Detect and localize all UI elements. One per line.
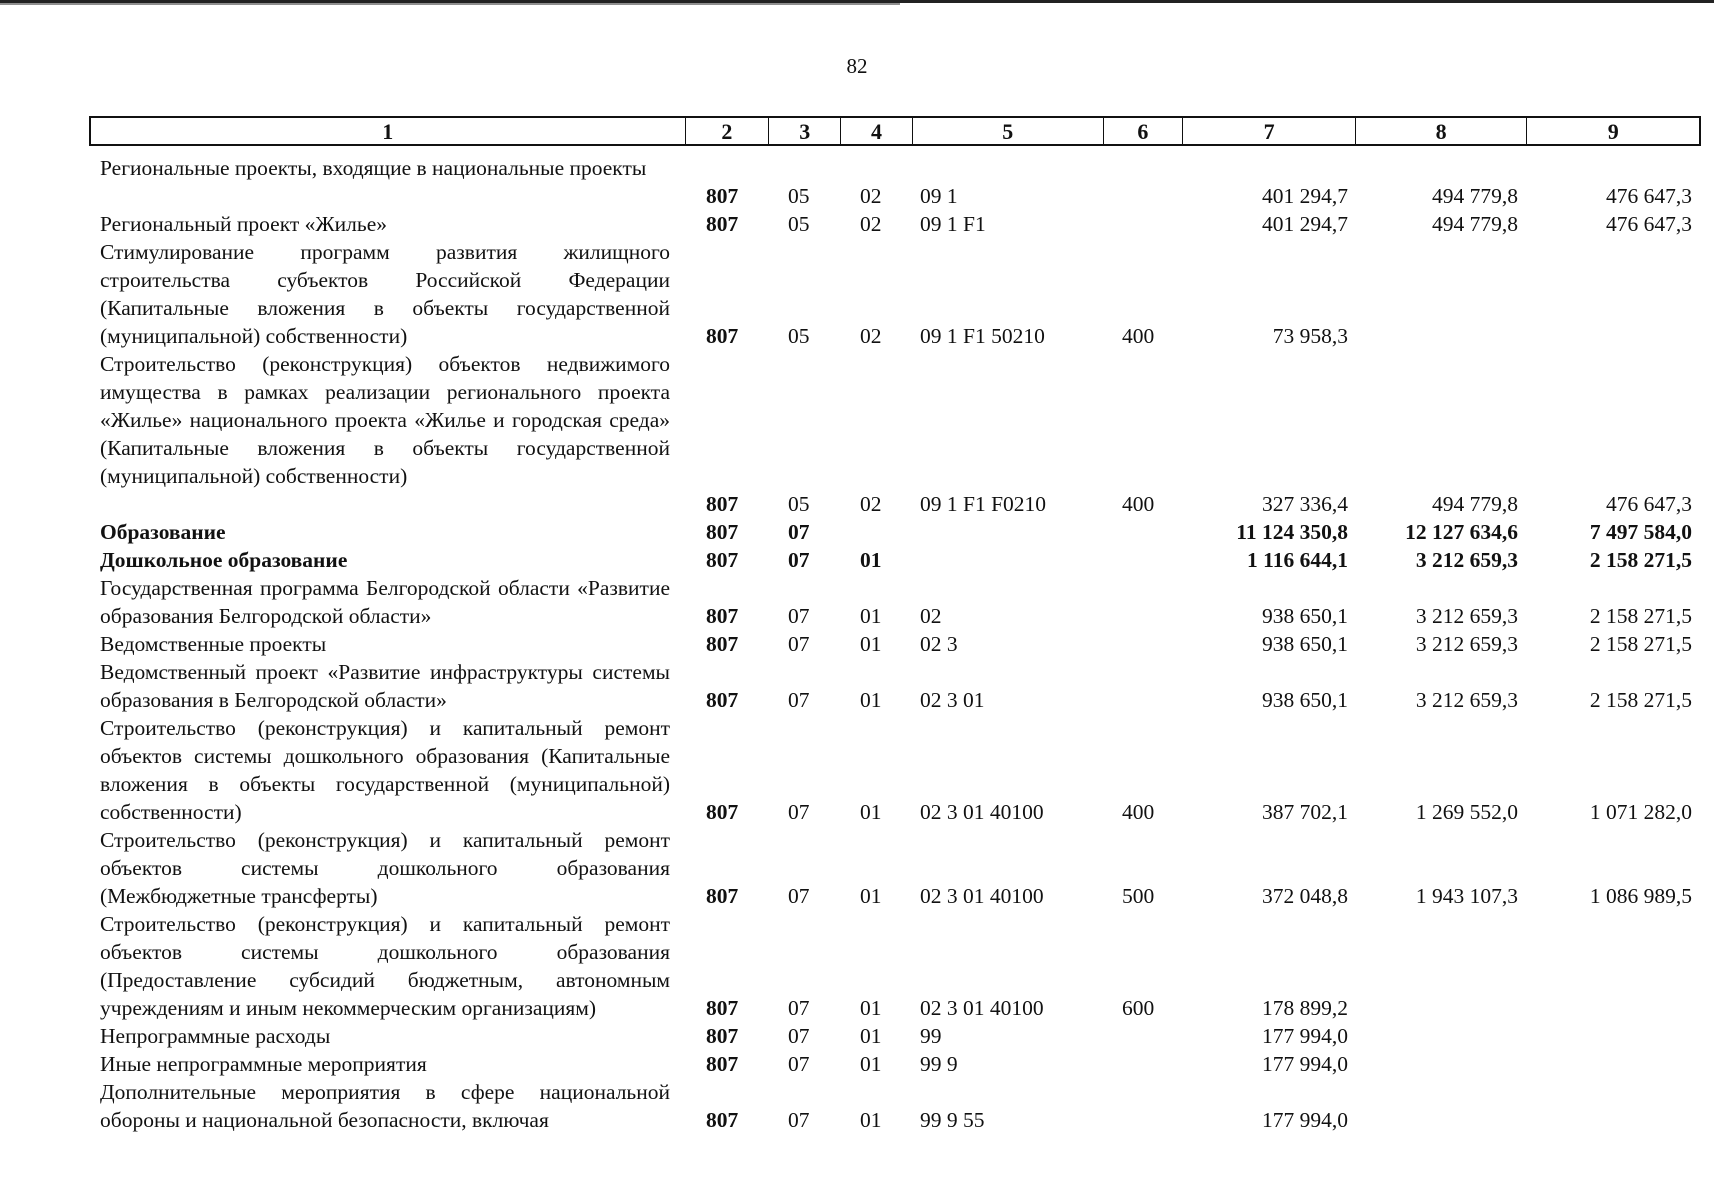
cell-col-4: 01 <box>860 800 882 824</box>
row-description: Строительство (реконструкция) объектов недвижимого имущества в рамках реализации регионального проекта «Жилье» национального проекта «Жилье и городская среда» (Капитальные вложения в объекты государственной (муниципальной) собственности) <box>100 352 670 488</box>
cell-col-3: 05 <box>788 492 810 516</box>
cell-col-3: 07 <box>788 1052 810 1076</box>
cell-col-2: 807 <box>706 688 739 712</box>
cell-col-6: 500 <box>1122 884 1155 908</box>
cell-col-3: 07 <box>788 548 810 572</box>
cell-col-7: 1 116 644,1 <box>1247 548 1348 572</box>
cell-col-2: 807 <box>706 996 739 1020</box>
row-description: Ведомственный проект «Развитие инфраструктуры системы образования в Белгородской области» <box>100 660 670 712</box>
cell-col-8: 3 212 659,3 <box>1415 604 1518 628</box>
cell-col-2: 807 <box>706 604 739 628</box>
page-number: 82 <box>846 54 868 78</box>
cell-col-5: 99 9 <box>920 1052 958 1076</box>
cell-col-3: 05 <box>788 324 810 348</box>
table-row <box>0 574 1714 630</box>
cell-col-9: 1 071 282,0 <box>1589 800 1692 824</box>
cell-col-9: 1 086 989,5 <box>1589 884 1692 908</box>
cell-col-4: 01 <box>860 996 882 1020</box>
cell-col-9: 476 647,3 <box>1606 492 1692 516</box>
cell-col-8: 1 943 107,3 <box>1415 884 1518 908</box>
cell-col-3: 07 <box>788 800 810 824</box>
row-description: Региональные проекты, входящие в национальные проекты <box>100 156 647 180</box>
cell-col-4: 02 <box>860 184 882 208</box>
cell-col-2: 807 <box>706 492 739 516</box>
header-col-7: 7 <box>1183 118 1356 144</box>
cell-col-9: 2 158 271,5 <box>1589 632 1692 656</box>
cell-col-2: 807 <box>706 212 739 236</box>
cell-col-4: 01 <box>860 1052 882 1076</box>
cell-col-7: 372 048,8 <box>1262 884 1348 908</box>
cell-col-2: 807 <box>706 884 739 908</box>
table-header <box>89 116 1701 146</box>
cell-col-8: 3 212 659,3 <box>1415 688 1518 712</box>
table-row <box>0 1078 1714 1134</box>
cell-col-5: 09 1 F1 F0210 <box>920 492 1047 516</box>
cell-col-4: 01 <box>860 688 882 712</box>
cell-col-7: 938 650,1 <box>1262 632 1348 656</box>
cell-col-4: 01 <box>860 1024 882 1048</box>
row-description: Стимулирование программ развития жилищного строительства субъектов Российской Федерации (Капитальные вложения в объекты государственной (муниципальной) собственности) <box>100 240 670 348</box>
cell-col-2: 807 <box>706 632 739 656</box>
row-description: Ведомственные проекты <box>100 632 327 656</box>
cell-col-6: 600 <box>1122 996 1155 1020</box>
header-col-2: 2 <box>686 118 770 144</box>
cell-col-8: 494 779,8 <box>1432 184 1518 208</box>
cell-col-7: 401 294,7 <box>1262 212 1348 236</box>
cell-col-3: 07 <box>788 1108 810 1132</box>
cell-col-7: 177 994,0 <box>1262 1052 1348 1076</box>
cell-col-4: 01 <box>860 548 882 572</box>
cell-col-9: 2 158 271,5 <box>1589 604 1692 628</box>
cell-col-7: 73 958,3 <box>1272 324 1348 348</box>
cell-col-5: 02 3 01 40100 <box>920 800 1044 824</box>
cell-col-8: 494 779,8 <box>1432 212 1518 236</box>
cell-col-3: 07 <box>788 520 810 544</box>
cell-col-9: 2 158 271,5 <box>1589 548 1692 572</box>
cell-col-2: 807 <box>706 324 739 348</box>
cell-col-7: 938 650,1 <box>1262 604 1348 628</box>
table-row <box>0 154 1714 210</box>
table-row-section <box>0 546 1714 574</box>
cell-col-9: 7 497 584,0 <box>1589 520 1692 544</box>
row-description: Дополнительные мероприятия в сфере национальной обороны и национальной безопасности, включая <box>100 1080 670 1132</box>
row-description: Государственная программа Белгородской области «Развитие образования Белгородской области» <box>100 576 670 628</box>
cell-col-2: 807 <box>706 548 739 572</box>
header-col-3: 3 <box>769 118 841 144</box>
cell-col-2: 807 <box>706 1052 739 1076</box>
cell-col-3: 07 <box>788 996 810 1020</box>
row-description: Непрограммные расходы <box>100 1024 331 1048</box>
cell-col-3: 05 <box>788 184 810 208</box>
row-description: Строительство (реконструкция) и капитальный ремонт объектов системы дошкольного образования (Капитальные вложения в объекты государственной (муниципальной) собственности) <box>100 716 670 824</box>
cell-col-3: 05 <box>788 212 810 236</box>
row-description: Строительство (реконструкция) и капитальный ремонт объектов системы дошкольного образования (Предоставление субсидий бюджетным, автономным учреждениям и иным некоммерческим организациям) <box>100 912 670 1020</box>
cell-col-7: 327 336,4 <box>1262 492 1348 516</box>
cell-col-4: 01 <box>860 604 882 628</box>
table-row <box>0 658 1714 714</box>
cell-col-3: 07 <box>788 688 810 712</box>
cell-col-2: 807 <box>706 1024 739 1048</box>
header-col-5: 5 <box>913 118 1104 144</box>
cell-col-5: 02 3 01 40100 <box>920 884 1044 908</box>
table-row <box>0 210 1714 238</box>
cell-col-7: 11 124 350,8 <box>1236 520 1348 544</box>
cell-col-3: 07 <box>788 884 810 908</box>
cell-col-9: 2 158 271,5 <box>1589 688 1692 712</box>
table-row <box>0 1022 1714 1050</box>
table-row <box>0 238 1714 350</box>
cell-col-6: 400 <box>1122 492 1155 516</box>
table-row <box>0 350 1714 518</box>
table-row <box>0 826 1714 910</box>
cell-col-5: 02 3 01 <box>920 688 985 712</box>
table-row <box>0 910 1714 1022</box>
cell-col-2: 807 <box>706 184 739 208</box>
header-col-8: 8 <box>1356 118 1528 144</box>
cell-col-4: 01 <box>860 632 882 656</box>
cell-col-8: 12 127 634,6 <box>1405 520 1518 544</box>
cell-col-8: 3 212 659,3 <box>1415 548 1518 572</box>
cell-col-8: 1 269 552,0 <box>1415 800 1518 824</box>
header-col-9: 9 <box>1607 119 1619 144</box>
cell-col-4: 02 <box>860 492 882 516</box>
cell-col-2: 807 <box>706 800 739 824</box>
scan-edge-shadow <box>0 3 900 5</box>
cell-col-9: 476 647,3 <box>1606 212 1692 236</box>
cell-col-5: 02 3 01 40100 <box>920 996 1044 1020</box>
cell-col-5: 02 3 <box>920 632 958 656</box>
cell-col-2: 807 <box>706 520 739 544</box>
cell-col-4: 01 <box>860 1108 882 1132</box>
cell-col-7: 178 899,2 <box>1262 996 1348 1020</box>
cell-col-3: 07 <box>788 632 810 656</box>
cell-col-5: 09 1 <box>920 184 958 208</box>
cell-col-4: 02 <box>860 212 882 236</box>
cell-col-5: 99 <box>920 1024 942 1048</box>
header-col-4: 4 <box>841 118 913 144</box>
cell-col-5: 99 9 55 <box>920 1108 985 1132</box>
table-row <box>0 1050 1714 1078</box>
cell-col-6: 400 <box>1122 800 1155 824</box>
header-col-1: 1 <box>91 118 686 144</box>
header-col-6: 6 <box>1104 118 1184 144</box>
cell-col-5: 09 1 F1 <box>920 212 986 236</box>
cell-col-4: 01 <box>860 884 882 908</box>
row-description: Строительство (реконструкция) и капитальный ремонт объектов системы дошкольного образования (Межбюджетные трансферты) <box>100 828 670 908</box>
cell-col-5: 02 <box>920 604 942 628</box>
row-description: Дошкольное образование <box>100 548 348 572</box>
cell-col-7: 177 994,0 <box>1262 1108 1348 1132</box>
table-row <box>0 630 1714 658</box>
cell-col-9: 476 647,3 <box>1606 184 1692 208</box>
cell-col-7: 387 702,1 <box>1262 800 1348 824</box>
cell-col-8: 494 779,8 <box>1432 492 1518 516</box>
table-row <box>0 714 1714 826</box>
cell-col-3: 07 <box>788 1024 810 1048</box>
cell-col-4: 02 <box>860 324 882 348</box>
row-description: Образование <box>100 520 226 544</box>
row-description: Иные непрограммные мероприятия <box>100 1052 427 1076</box>
cell-col-7: 177 994,0 <box>1262 1024 1348 1048</box>
row-description: Региональный проект «Жилье» <box>100 212 387 236</box>
table-row-section <box>0 518 1714 546</box>
cell-col-5: 09 1 F1 50210 <box>920 324 1045 348</box>
cell-col-6: 400 <box>1122 324 1155 348</box>
cell-col-7: 401 294,7 <box>1262 184 1348 208</box>
cell-col-7: 938 650,1 <box>1262 688 1348 712</box>
cell-col-3: 07 <box>788 604 810 628</box>
cell-col-2: 807 <box>706 1108 739 1132</box>
cell-col-8: 3 212 659,3 <box>1415 632 1518 656</box>
